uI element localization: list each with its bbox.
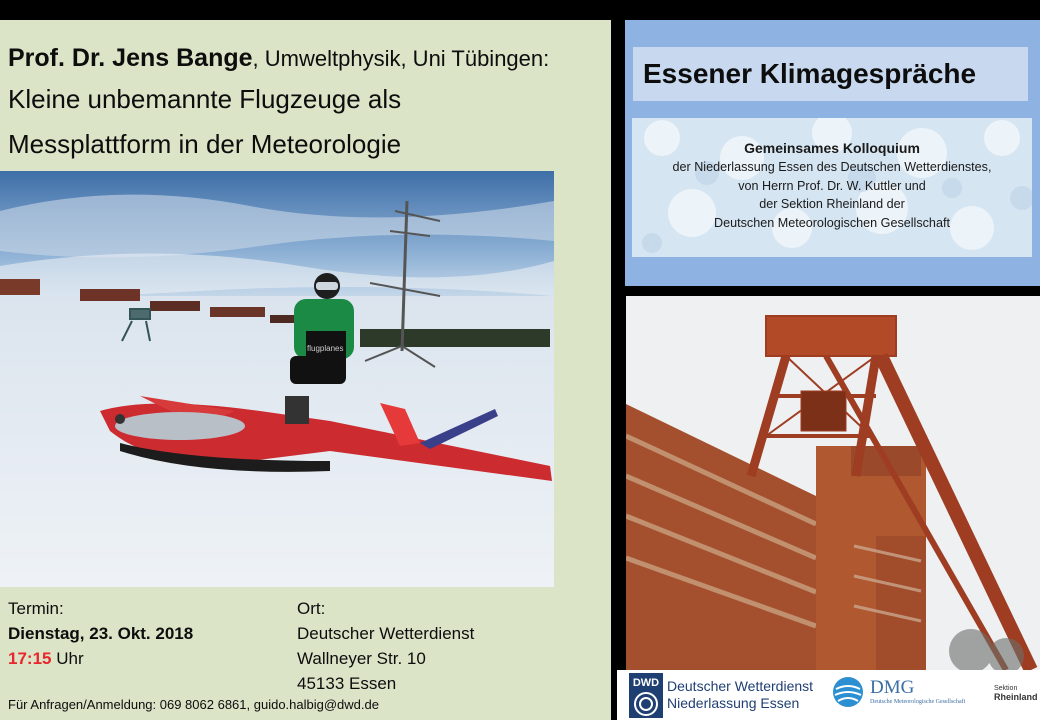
ort-block: [297, 596, 597, 696]
dmg-abbr: DMG: [870, 677, 915, 698]
event-date: Dienstag, 23. Okt. 2018: [8, 624, 194, 643]
dmg-name: [870, 678, 965, 706]
colloquium-line: der Niederlassung Essen des Deutschen Wetterdienstes,: [672, 160, 992, 174]
speaker-affiliation: , Umweltphysik, Uni Tübingen:: [252, 46, 550, 71]
dwd-name-line-1: Deutscher Wetterdienst: [667, 678, 814, 694]
colloquium-box: [632, 118, 1032, 257]
controller-label: flugplanes: [307, 344, 344, 353]
rheinland-section: [994, 684, 1038, 702]
speaker-name: Prof. Dr. Jens Bange: [8, 44, 253, 72]
ort-line-3: 45133 Essen: [297, 674, 397, 693]
speaker-line: [8, 40, 608, 77]
rheinland-region: Rheinland: [994, 692, 1038, 702]
sponsor-logos: [617, 670, 1040, 720]
event-title-box: [633, 47, 1028, 101]
headframe-photo: [626, 296, 1040, 670]
event-title: Essener Klimagespräche: [643, 58, 977, 89]
colloquium-line: der Sektion Rheinland der: [759, 197, 905, 211]
contact-line: Für Anfragen/Anmeldung: 069 8062 6861, guido.halbig@dwd.de: [8, 697, 379, 712]
colloquium-line: von Herrn Prof. Dr. W. Kuttler und: [738, 178, 926, 193]
dwd-name: [667, 678, 813, 712]
dwd-name-line-2: Niederlassung Essen: [667, 695, 800, 711]
ort-line-2: Wallneyer Str. 10: [297, 649, 426, 668]
ort-label: Ort:: [297, 599, 326, 618]
event-time-line: [8, 646, 288, 671]
lecture-panel: [0, 20, 611, 720]
termin-block: [8, 596, 288, 671]
dmg-full-name: Deutsche Meteorologische Gesellschaft: [870, 699, 966, 705]
ort-line-1: Deutscher Wetterdienst: [297, 624, 475, 643]
dwd-logo-mark: DWD: [632, 677, 660, 689]
colloquium-line: Deutschen Meteorologischen Gesellschaft: [714, 215, 950, 230]
lecture-title-line-1: Kleine unbemannte Flugzeuge als: [8, 84, 402, 114]
lecture-title-line-2: Messplattform in der Meteorologie: [8, 129, 402, 159]
event-time-suffix: Uhr: [51, 649, 84, 668]
termin-label: Termin:: [8, 599, 64, 618]
dwd-logo-icon: [629, 673, 663, 718]
lecture-heading: [8, 40, 608, 167]
rheinland-label: Sektion: [994, 685, 1018, 692]
dmg-logo-icon: [832, 676, 864, 708]
drone-photo: [0, 171, 554, 587]
colloquium-text: [632, 138, 1032, 232]
event-panel: [625, 20, 1040, 286]
colloquium-heading: Gemeinsames Kolloquium: [744, 140, 920, 156]
event-time: 17:15: [8, 649, 52, 668]
